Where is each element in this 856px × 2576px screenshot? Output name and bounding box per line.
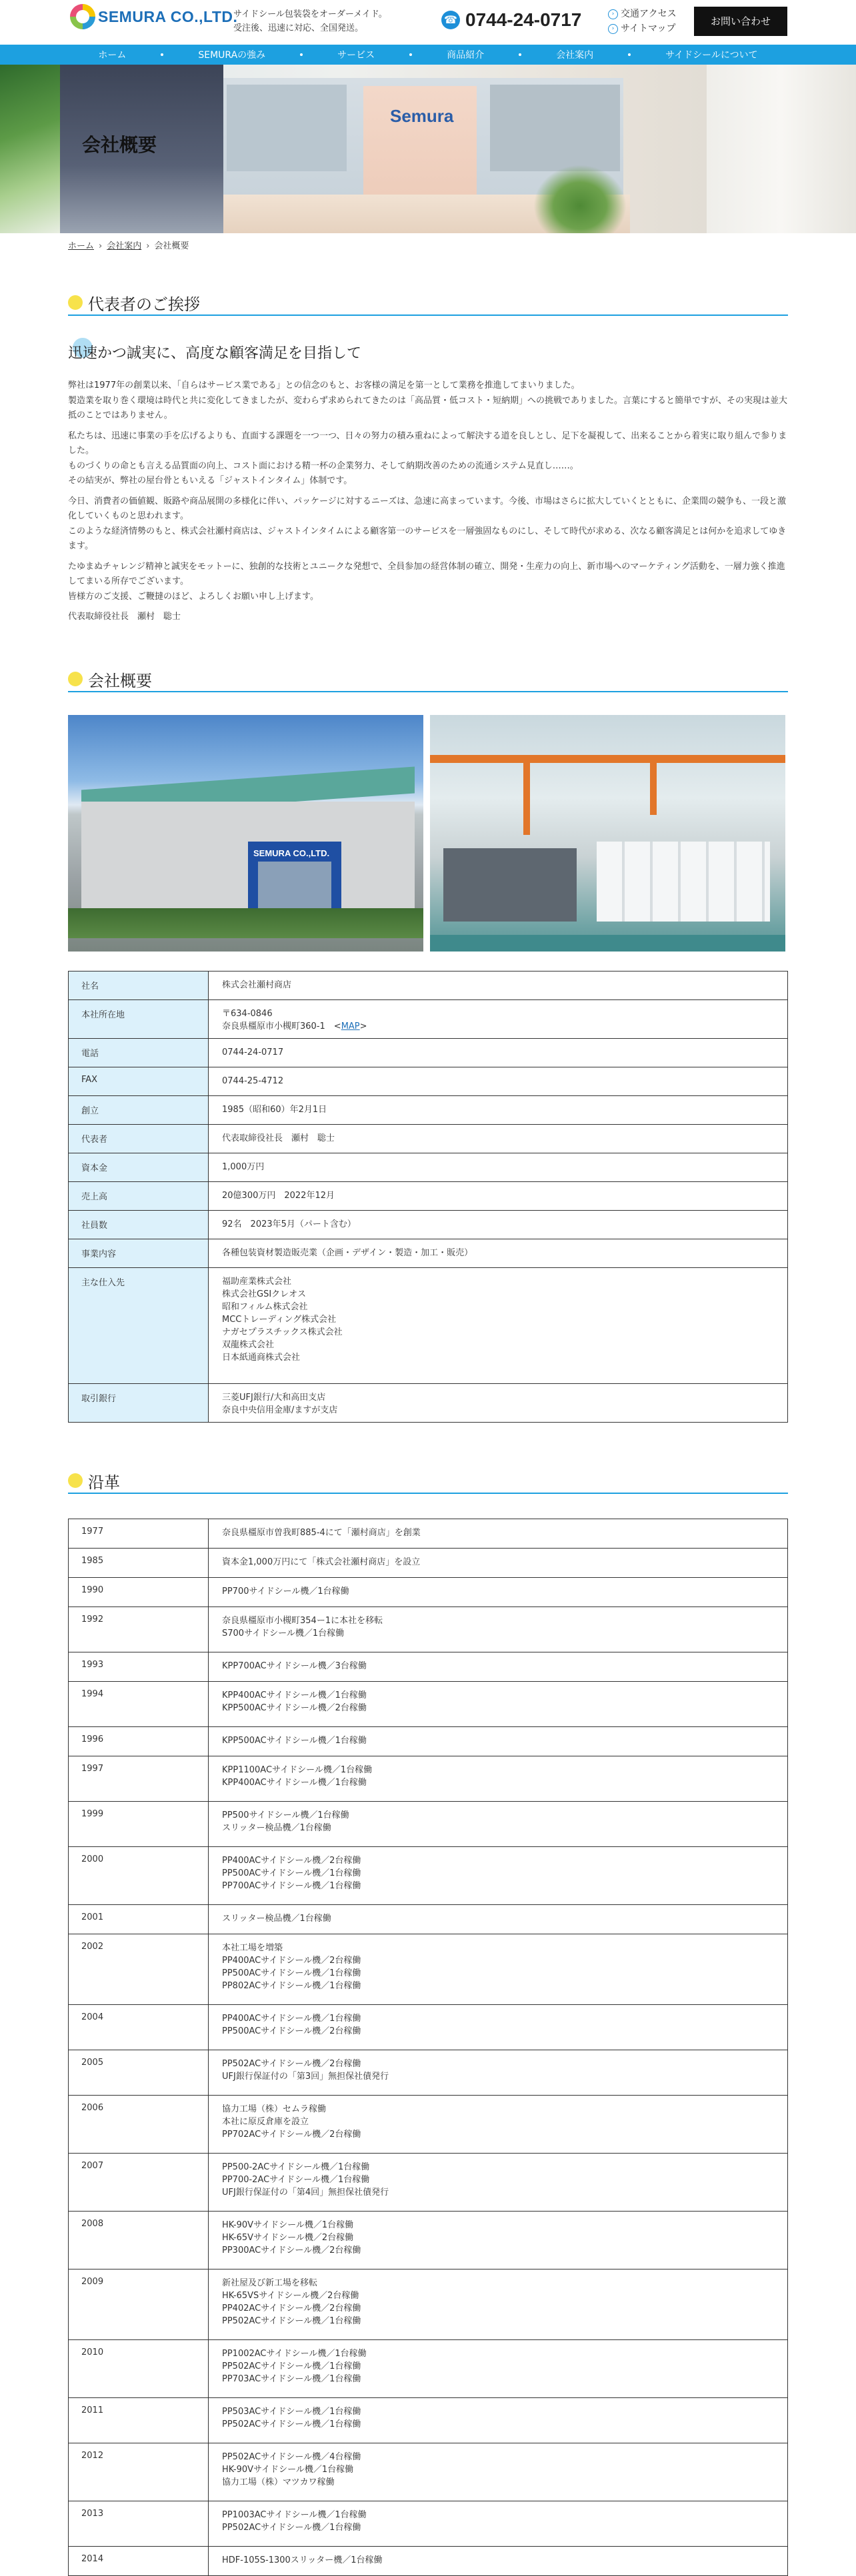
factory-crane [650,755,657,815]
breadcrumb-company[interactable]: 会社案内 [107,241,142,251]
hero-plant-right [533,165,627,233]
history-event-line: HK-65Vサイドシール機／2台稼働 [222,2233,354,2243]
history-events [209,1727,788,1756]
history-event-line: PP702ACサイドシール機／2台稼働 [222,2130,361,2140]
building-hedge [68,908,423,938]
history-event-line: PP700サイドシール機／1台稼働 [222,1587,349,1597]
history-row [69,1905,788,1934]
overview-value-line: 株式会社瀬村商店 [222,980,292,990]
history-row [69,2398,788,2443]
logo[interactable] [70,4,237,29]
history-event-line: 新社屋及び新工場を移転 [222,2278,318,2288]
history-event-line: PP400ACサイドシール機／2台稼働 [222,1856,361,1866]
history-year: 2008 [69,2212,209,2269]
overview-label: 社名 [69,971,209,1000]
greeting-line: 私たちは、迅速に事業の手を広げるよりも、直面する課題を一つ一つ、日々の努力の積み重ねによって解決する道を良しとし、足下を凝視して、出来ることから着実に取り組んで参りました。 [68,430,787,456]
history-event-line: PP1002ACサイドシール機／1台稼働 [222,2349,367,2359]
overview-row [69,1039,788,1067]
overview-value-line: 20億300万円 2022年12月 [222,1191,335,1201]
overview-value-line: 株式会社GSIクレオス [222,1289,307,1299]
chevron-right-icon: › [608,24,618,34]
overview-row [69,1268,788,1384]
greeting-line: 皆様方のご支援、ご鞭撻のほど、よろしくお願い申し上げます。 [68,591,319,602]
overview-row [69,1211,788,1239]
overview-value-line: 日本紙通商株式会社 [222,1353,301,1363]
access-link[interactable] [608,7,677,21]
history-events [209,1802,788,1847]
hero-curtain [707,65,856,233]
sitemap-link-label: サイトマップ [621,23,676,34]
greeting-line: 今日、消費者の価値観、販路や商品展開の多様化に伴い、パッケージに対するニーズは、急速に高まっています。今後、市場はさらに拡大していくとともに、企業間の競争も、一段と激化していくものと思われます。 [68,496,787,521]
history-row [69,1802,788,1847]
history-year: 1992 [69,1607,209,1652]
history-year: 2005 [69,2050,209,2096]
factory-machine [443,848,577,922]
overview-value-line: 三菱UFJ銀行/大和高田支店 [222,1393,326,1403]
overview-row [69,1182,788,1211]
history-row [69,2096,788,2154]
overview-value-line: 1985（昭和60）年2月1日 [222,1105,327,1115]
breadcrumb-home[interactable]: ホーム [68,241,95,251]
history-event-line: PP700-2ACサイドシール機／1台稼働 [222,2175,370,2185]
section-heading-greeting [68,289,788,316]
history-event-line: PP300ACサイドシール機／2台稼働 [222,2246,361,2255]
greeting-line: その結実が、弊社の屋台骨ともいえる「ジャストインタイム」体制です。 [68,476,353,486]
overview-label: 事業内容 [69,1239,209,1268]
history-event-line: KPP500ACサイドシール機／1台稼働 [222,1736,367,1746]
overview-value [209,1067,788,1096]
history-events [209,2547,788,2576]
greeting-title-text: 迅速かつ誠実に、高度な顧客満足を目指して [68,345,362,362]
history-events [209,1549,788,1578]
history-events [209,1934,788,2005]
history-event-line: UFJ銀行保証付の「第4回」無担保社債発行 [222,2188,389,2198]
history-event-line: KPP1100ACサイドシール機／1台稼働 [222,1765,373,1775]
map-link[interactable]: MAP [341,1021,360,1031]
history-row [69,1934,788,2005]
overview-value-line: 福助産業株式会社 [222,1277,292,1287]
building-sign: SEMURA CO.,LTD. [253,848,330,858]
overview-value-line: 昭和フィルム株式会社 [222,1302,308,1312]
greeting-line: たゆまぬチャレンジ精神と誠実をモットーに、独創的な技術とユニークな発想で、全員参加の経営体制の確立、開発・生産力の向上、新市場へのマーケティング活動を、一層力強く推進してまいる所存でございます。 [68,561,785,586]
factory-floor [430,935,785,952]
overview-value-line: ナガセプラスチックス株式会社 [222,1327,343,1337]
site-header [0,0,856,45]
history-events [209,2154,788,2212]
history-events [209,2340,788,2398]
history-row [69,1652,788,1682]
section-title: 会社概要 [88,672,152,690]
history-row [69,2501,788,2547]
history-year: 2007 [69,2154,209,2212]
history-year: 1985 [69,1549,209,1578]
history-row [69,1578,788,1607]
history-event-line: S700サイドシール機／1台稼働 [222,1628,345,1638]
history-event-line: PP502ACサイドシール機／1台稼働 [222,2361,361,2371]
overview-value-line: 0744-25-4712 [222,1076,284,1086]
history-events [209,2050,788,2096]
hero-window-right [490,85,620,171]
heading-dot-icon [68,295,83,310]
phone-icon: ☎ [441,11,460,29]
history-event-line: KPP400ACサイドシール機／1台稼働 [222,1690,367,1700]
greeting-paragraph [68,560,788,605]
overview-value-line: 92名 2023年5月（パート含む） [222,1219,356,1229]
history-row [69,1607,788,1652]
overview-row [69,1239,788,1268]
overview-label: 創立 [69,1096,209,1125]
breadcrumb-current: 会社概要 [154,241,189,251]
tagline [233,7,387,35]
history-event-line: スリッター検品機／1台稼働 [222,1823,331,1833]
overview-label: 取引銀行 [69,1384,209,1423]
nav-item-home[interactable]: ホーム [98,50,127,61]
overview-value [209,1211,788,1239]
history-row [69,1549,788,1578]
heading-dot-icon [68,672,83,686]
nav-item-products[interactable]: 商品紹介 [447,50,485,61]
history-event-line: 資本金1,000万円にて「株式会社瀬村商店」を設立 [222,1557,421,1567]
history-event-line: PP400ACサイドシール機／2台稼働 [222,1956,361,1966]
overview-value-line: 〒634-0846 [222,1009,273,1019]
overview-label: 本社所在地 [69,1000,209,1039]
overview-value [209,1039,788,1067]
history-event-line: UFJ銀行保証付の「第3回」無担保社債発行 [222,2072,389,2082]
overview-value-line: 1,000万円 [222,1162,265,1172]
overview-label: 社員数 [69,1211,209,1239]
history-event-line: PP700ACサイドシール機／1台稼働 [222,1881,361,1891]
history-event-line: PP400ACサイドシール機／1台稼働 [222,2014,361,2024]
heading-dot-icon [68,1473,83,1488]
history-event-line: PP502ACサイドシール機／1台稼働 [222,2419,361,2429]
overview-value [209,1000,788,1039]
history-table [68,1519,788,2576]
history-row [69,2443,788,2501]
history-event-line: 本社に原反倉庫を設立 [222,2117,309,2127]
greeting-line: このような経済情勢のもと、株式会社瀬村商店は、ジャストインタイムによる顧客第一のサービスを一層強固なものにし、そして時代が求める、次なる顧客満足とは何かを追求してゆきます。 [68,526,787,551]
history-row [69,2269,788,2340]
history-row [69,1682,788,1727]
overview-value-line: 双龍株式会社 [222,1340,275,1350]
greeting-signature: 代表取締役社長 瀬村 聡士 [68,612,181,622]
hero-plant-left [0,65,60,233]
overview-value-line: 奈良中央信用金庫/ますが支店 [222,1405,338,1415]
history-events [209,1682,788,1727]
history-events [209,2269,788,2340]
overview-value-line: 各種包装資材製造販売業（企画・デザイン・製造・加工・販売） [222,1248,473,1258]
history-event-line: 本社工場を増築 [222,1943,283,1953]
history-year: 2009 [69,2269,209,2340]
greeting-paragraph [68,378,788,424]
overview-row [69,1000,788,1039]
history-events [209,1607,788,1652]
history-year: 2011 [69,2398,209,2443]
history-year: 1999 [69,1802,209,1847]
section-title: 沿革 [88,1473,120,1492]
history-year: 2002 [69,1934,209,2005]
overview-row [69,971,788,1000]
map-link-bracket: < [325,1021,341,1031]
overview-label: FAX [69,1067,209,1096]
greeting-line: ものづくりの命とも言える品質面の向上、コスト面における精一杯の企業努力、そして納期改善のための流通システム見直し……。 [68,460,579,471]
history-event-line: PP502ACサイドシール機／1台稼働 [222,2523,361,2533]
greeting-title [68,342,361,362]
overview-value-line: MCCトレーディング株式会社 [222,1315,337,1325]
history-events [209,2096,788,2154]
overview-row [69,1153,788,1182]
history-year: 2012 [69,2443,209,2501]
history-event-line: PP500ACサイドシール機／1台稼働 [222,1968,361,1978]
history-events [209,1519,788,1549]
history-event-line: HK-65VSサイドシール機／2台稼働 [222,2291,359,2301]
history-event-line: PP500ACサイドシール機／2台稼働 [222,2026,361,2036]
history-year: 2013 [69,2501,209,2547]
nav-item-services[interactable]: サービス [337,50,375,61]
history-row [69,2050,788,2096]
overview-value-line: 0744-24-0717 [222,1047,284,1057]
chevron-right-icon: › [608,9,618,19]
overview-label: 資本金 [69,1153,209,1182]
factory-photo [430,715,785,952]
history-event-line: PP802ACサイドシール機／1台稼働 [222,1981,361,1991]
logo-text: SEMURA CO.,LTD. [98,7,238,25]
main-nav [0,45,856,65]
greeting-line: 製造業を取り巻く環境は時代と共に変化してきましたが、変わらず求められてきたのは「高品質・低コスト・短納期」への挑戦でありました。言葉にすると簡単ですが、その実現は並大抵のことではありません。 [68,395,788,420]
history-events [209,2501,788,2547]
header-links [608,7,677,36]
history-year: 2014 [69,2547,209,2576]
overview-value [209,1384,788,1423]
overview-value [209,1239,788,1268]
factory-crane [523,755,530,835]
hero-banner [0,65,856,233]
nav-item-side-seal[interactable]: サイドシールについて [665,50,758,61]
history-row [69,2547,788,2576]
history-event-line: PP503ACサイドシール機／1台稼働 [222,2407,361,2417]
overview-value [209,971,788,1000]
history-year: 2004 [69,2005,209,2050]
history-events [209,1905,788,1934]
greeting-line: 弊社は1977年の創業以来、「自らはサービス業である」との信念のもと、お客様の満足を第一として業務を推進してまいりました。 [68,380,580,390]
address-text: 奈良県橿原市小槻町360-1 [222,1021,325,1031]
history-event-line: PP500サイドシール機／1台稼働 [222,1810,349,1820]
history-event-line: PP500-2ACサイドシール機／1台稼働 [222,2162,370,2172]
overview-value [209,1096,788,1125]
history-event-line: HK-90Vサイドシール機／1台稼働 [222,2220,354,2230]
history-events [209,1847,788,1905]
history-events [209,2005,788,2050]
greeting-paragraph [68,494,788,554]
history-events [209,2212,788,2269]
history-events [209,2443,788,2501]
overview-label: 主な仕入先 [69,1268,209,1384]
history-event-line: KPP700ACサイドシール機／3台稼働 [222,1661,367,1671]
overview-row [69,1384,788,1423]
section-heading-history [68,1467,788,1494]
overview-label: 代表者 [69,1125,209,1153]
history-event-line: HDF-105S-1300スリッター機／1台稼働 [222,2555,383,2565]
history-row [69,1727,788,1756]
contact-button[interactable]: お問い合わせ [694,7,787,36]
phone-number: 0744-24-0717 [465,9,582,30]
history-event-line: PP502ACサイドシール機／4台稼働 [222,2452,361,2462]
history-event-line: PP502ACサイドシール機／1台稼働 [222,2316,361,2326]
overview-label: 電話 [69,1039,209,1067]
section-heading-overview [68,666,788,692]
history-events [209,2398,788,2443]
history-year: 2000 [69,1847,209,1905]
history-year: 1997 [69,1756,209,1802]
nav-item-company[interactable]: 会社案内 [556,50,594,61]
history-row [69,2005,788,2050]
factory-film-rolls [597,842,770,922]
history-events [209,1578,788,1607]
history-event-line: 奈良県橿原市小槻町354ー1に本社を移転 [222,1616,383,1626]
history-event-line: KPP400ACサイドシール機／1台稼働 [222,1778,367,1788]
history-event-line: PP1003ACサイドシール機／1台稼働 [222,2510,367,2520]
hero-sign-text: Semura [390,106,454,126]
history-event-line: PP502ACサイドシール機／2台稼働 [222,2059,361,2069]
overview-value [209,1182,788,1211]
history-row [69,1847,788,1905]
nav-item-strengths[interactable]: SEMURAの強み [198,50,266,61]
greeting-body [68,378,788,630]
history-year: 2001 [69,1905,209,1934]
history-row [69,2340,788,2398]
history-row [69,2212,788,2269]
phone-block[interactable] [441,9,581,31]
history-event-line: KPP500ACサイドシール機／2台稼働 [222,1703,367,1713]
overview-row [69,1125,788,1153]
history-row [69,1756,788,1802]
history-events [209,1652,788,1682]
overview-row [69,1067,788,1096]
map-link-bracket: > [359,1021,367,1031]
breadcrumb-separator: › [146,241,150,251]
history-year: 2006 [69,2096,209,2154]
factory-crane-rail [430,755,785,763]
history-row [69,1519,788,1549]
history-year: 1993 [69,1652,209,1682]
breadcrumb-separator: › [99,241,103,251]
overview-label: 売上高 [69,1182,209,1211]
history-event-line: 奈良県橿原市曽我町885-4にて「瀬村商店」を創業 [222,1528,421,1538]
building-photo [68,715,423,952]
history-event-line: 協力工場（株）セムラ稼働 [222,2104,327,2114]
tagline-line-1: サイドシール包装袋をオーダーメイド。 [233,9,387,19]
history-events [209,1756,788,1802]
history-event-line: PP703ACサイドシール機／1台稼働 [222,2374,361,2384]
tagline-line-2: 受注後、迅速に対応、全国発送。 [233,23,364,33]
history-year: 2010 [69,2340,209,2398]
overview-value [209,1153,788,1182]
access-link-label: 交通アクセス [621,9,677,19]
history-year: 1977 [69,1519,209,1549]
overview-row [69,1096,788,1125]
logo-mark-icon [70,4,95,29]
history-event-line: スリッター検品機／1台稼働 [222,1914,331,1924]
history-year: 1996 [69,1727,209,1756]
history-row [69,2154,788,2212]
overview-value [209,1125,788,1153]
address-line [222,1020,787,1033]
hero-window-left [227,85,347,171]
overview-value-line: 代表取締役社長 瀬村 聡士 [222,1133,335,1143]
greeting-paragraph [68,429,788,489]
history-event-line: PP402ACサイドシール機／2台稼働 [222,2303,361,2313]
history-year: 1994 [69,1682,209,1727]
company-overview-table [68,971,788,1423]
section-title: 代表者のご挨拶 [88,295,200,314]
history-year: 1990 [69,1578,209,1607]
breadcrumb [68,239,189,251]
page-title: 会社概要 [82,134,157,156]
history-event-line: PP500ACサイドシール機／1台稼働 [222,1868,361,1878]
history-event-line: 協力工場（株）マツカワ稼働 [222,2477,335,2487]
overview-value [209,1268,788,1384]
sitemap-link[interactable] [608,21,677,36]
history-event-line: HK-90Vサイドシール機／1台稼働 [222,2465,354,2475]
